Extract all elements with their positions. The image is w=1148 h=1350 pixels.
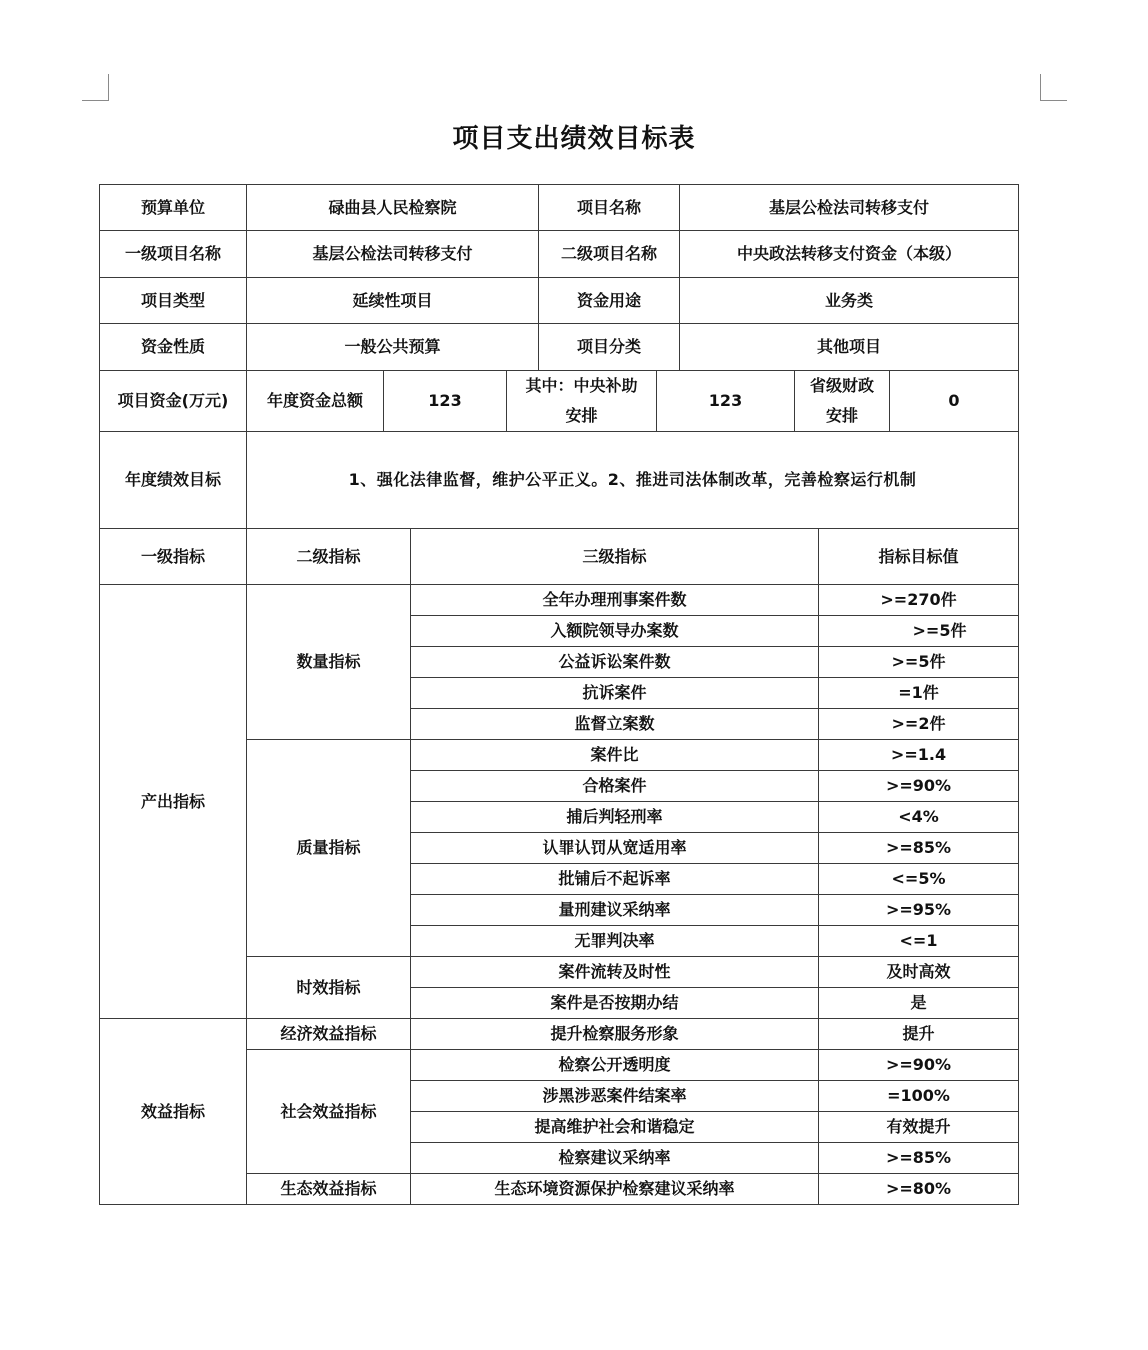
budget-unit-value: 碌曲县人民检察院: [247, 185, 539, 231]
project-type-label: 项目类型: [100, 278, 247, 324]
indicator-target: >=5件: [819, 616, 1019, 647]
indicator-name: 生态环境资源保护检察建议采纳率: [411, 1174, 819, 1205]
table-row: [100, 1019, 1019, 1050]
indicator-name: 无罪判决率: [411, 926, 819, 957]
header-level2: 二级指标: [247, 529, 411, 585]
indicator-name: 提升检察服务形象: [411, 1019, 819, 1050]
annual-total-label: 年度资金总额: [247, 371, 384, 432]
provincial-finance-label: [795, 371, 890, 432]
project-category-label: 项目分类: [539, 324, 680, 371]
project-funds-label: 项目资金(万元): [100, 371, 247, 432]
central-subsidy-label-line1: 其中：中央补助: [525, 376, 638, 395]
indicator-name: 抗诉案件: [411, 678, 819, 709]
central-subsidy-label: [507, 371, 657, 432]
indicator-name: 批铺后不起诉率: [411, 864, 819, 895]
quality-indicator-label: 质量指标: [247, 740, 411, 957]
annual-goal-label: 年度绩效目标: [100, 432, 247, 529]
provincial-finance-value: 0: [890, 371, 1019, 432]
budget-unit-label: 预算单位: [100, 185, 247, 231]
indicator-target: >=95%: [819, 895, 1019, 926]
header-target: 指标目标值: [819, 529, 1019, 585]
level1-name-label: 一级项目名称: [100, 231, 247, 278]
social-benefit-label: 社会效益指标: [247, 1050, 411, 1174]
indicator-name: 全年办理刑事案件数: [411, 585, 819, 616]
indicator-target: 提升: [819, 1019, 1019, 1050]
fund-use-value: 业务类: [680, 278, 1019, 324]
table-row: [100, 432, 1019, 529]
indicator-name: 合格案件: [411, 771, 819, 802]
indicator-name: 案件比: [411, 740, 819, 771]
project-type-value: 延续性项目: [247, 278, 539, 324]
table-row: [100, 585, 1019, 616]
indicator-name: 案件是否按期办结: [411, 988, 819, 1019]
annual-goal-text: 1、强化法律监督，维护公平正义。2、推进司法体制改革，完善检察运行机制: [247, 432, 1019, 529]
indicator-name: 涉黑涉恶案件结案率: [411, 1081, 819, 1112]
indicator-name: 监督立案数: [411, 709, 819, 740]
indicator-name: 检察建议采纳率: [411, 1143, 819, 1174]
indicator-target: >=270件: [819, 585, 1019, 616]
performance-target-table: [99, 184, 1019, 1205]
ecological-benefit-label: 生态效益指标: [247, 1174, 411, 1205]
indicator-target: >=80%: [819, 1174, 1019, 1205]
indicator-target: <=1: [819, 926, 1019, 957]
output-indicator-label: 产出指标: [100, 585, 247, 1019]
indicator-header-row: [100, 529, 1019, 585]
central-subsidy-label-line2: 安排: [565, 406, 598, 425]
indicator-name: 入额院领导办案数: [411, 616, 819, 647]
project-name-value: 基层公检法司转移支付: [680, 185, 1019, 231]
indicator-name: 公益诉讼案件数: [411, 647, 819, 678]
project-category-value: 其他项目: [680, 324, 1019, 371]
indicator-target: >=1.4: [819, 740, 1019, 771]
header-level1: 一级指标: [100, 529, 247, 585]
indicator-target: >=85%: [819, 1143, 1019, 1174]
timeliness-indicator-label: 时效指标: [247, 957, 411, 1019]
indicator-target: >=5件: [819, 647, 1019, 678]
indicator-target: <=5%: [819, 864, 1019, 895]
indicator-name: 认罪认罚从宽适用率: [411, 833, 819, 864]
indicator-name: 捕后判轻刑率: [411, 802, 819, 833]
indicator-name: 检察公开透明度: [411, 1050, 819, 1081]
indicator-target: 有效提升: [819, 1112, 1019, 1143]
fund-nature-value: 一般公共预算: [247, 324, 539, 371]
central-subsidy-value: 123: [657, 371, 795, 432]
benefit-indicator-label: 效益指标: [100, 1019, 247, 1205]
indicator-target: >=90%: [819, 771, 1019, 802]
indicator-target: 及时高效: [819, 957, 1019, 988]
provincial-finance-label-line2: 安排: [825, 406, 858, 425]
economic-benefit-label: 经济效益指标: [247, 1019, 411, 1050]
indicator-target: >=90%: [819, 1050, 1019, 1081]
provincial-finance-label-line1: 省级财政: [809, 376, 874, 395]
indicator-name: 案件流转及时性: [411, 957, 819, 988]
quantity-indicator-label: 数量指标: [247, 585, 411, 740]
table-row: [100, 231, 1019, 278]
indicator-target: >=85%: [819, 833, 1019, 864]
indicator-name: 提高维护社会和谐稳定: [411, 1112, 819, 1143]
page-corner-mark-top-right: [1040, 74, 1067, 101]
indicator-target: <4%: [819, 802, 1019, 833]
table-row: [100, 278, 1019, 324]
page-title: 项目支出绩效目标表: [452, 124, 696, 154]
annual-total-value: 123: [384, 371, 507, 432]
indicator-target: =100%: [819, 1081, 1019, 1112]
table-row: [100, 371, 1019, 432]
header-level3: 三级指标: [411, 529, 819, 585]
table-row: [100, 185, 1019, 231]
level1-name-value: 基层公检法司转移支付: [247, 231, 539, 278]
fund-nature-label: 资金性质: [100, 324, 247, 371]
indicator-target: 是: [819, 988, 1019, 1019]
page-corner-mark-top-left: [82, 74, 109, 101]
level2-name-label: 二级项目名称: [539, 231, 680, 278]
table-row: [100, 324, 1019, 371]
indicator-target: >=2件: [819, 709, 1019, 740]
level2-name-value: 中央政法转移支付资金（本级）: [680, 231, 1019, 278]
project-name-label: 项目名称: [539, 185, 680, 231]
indicator-target: =1件: [819, 678, 1019, 709]
fund-use-label: 资金用途: [539, 278, 680, 324]
indicator-name: 量刑建议采纳率: [411, 895, 819, 926]
